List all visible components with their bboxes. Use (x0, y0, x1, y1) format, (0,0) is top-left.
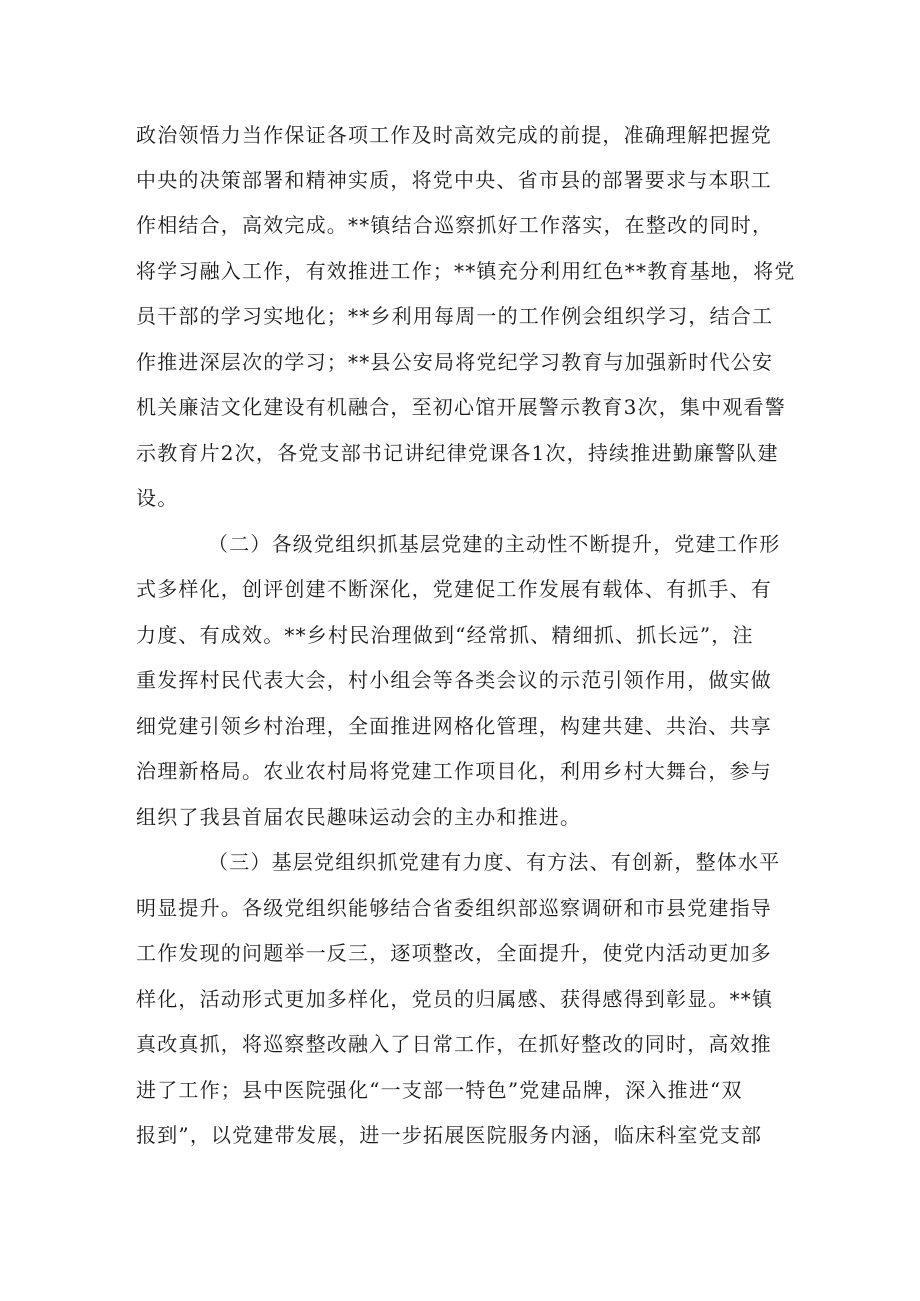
text-line: 将学习融入工作，有效推进工作；**镇充分利用红色**教育基地，将党 (136, 259, 796, 283)
text-line: 式多样化，创评创建不断深化，党建促工作发展有载体、有抓手、有 (136, 577, 772, 601)
text-line: 真改真抓，将巡察整改融入了日常工作，在抓好整改的同时，高效推 (136, 1032, 772, 1056)
section-heading-3: （三）基层党组织抓党建有力度、有方法、有创新，整体水平 (208, 850, 781, 874)
text-line: 员干部的学习实地化；**乡利用每周一的工作例会组织学习，结合工 (136, 304, 774, 328)
text-line: 进了工作；县中医院强化“一支部一特色”党建品牌，深入推进“双 (136, 1078, 743, 1102)
text-line: 作相结合，高效完成。**镇结合巡察抓好工作落实，在整改的同时， (136, 213, 774, 237)
text-line: 治理新格局。农业农村局将党建工作项目化，利用乡村大舞台，参与 (136, 759, 772, 783)
text-line: 中央的决策部署和精神实质，将党中央、省市县的部署要求与本职工 (136, 168, 772, 192)
text-line: 力度、有成效。**乡村民治理做到“经常抓、精细抓、抓长远”，注 (136, 623, 754, 647)
text-line: 组织了我县首届农民趣味运动会的主办和推进。 (136, 805, 582, 829)
section-heading-2: （二）各级党组织抓基层党建的主动性不断提升，党建工作形 (208, 532, 781, 556)
text-line: 政治领悟力当作保证各项工作及时高效完成的前提，准确理解把握党 (136, 123, 772, 147)
text-line: 作推进深层次的学习；**县公安局将党纪学习教育与加强新时代公安 (136, 350, 774, 374)
text-line: 工作发现的问题举一反三，逐项整改，全面提升，使党内活动更加多 (136, 941, 772, 965)
text-line: 报到”，以党建带发展，进一步拓展医院服务内涵，临床科室党支部 (136, 1123, 763, 1147)
text-line: 细党建引领乡村治理，全面推进网格化管理，构建共建、共治、共享 (136, 714, 772, 738)
text-line: 样化，活动形式更加多样化，党员的归属感、获得感得到彰显。**镇 (136, 987, 774, 1011)
text-line: 示教育片2次，各党支部书记讲纪律党课各1次，持续推进勤廉警队建 (136, 441, 779, 465)
text-line: 重发挥村民代表大会，村小组会等各类会议的示范引领作用，做实做 (136, 668, 772, 692)
text-line: 机关廉洁文化建设有机融合，至初心馆开展警示教育3次，集中观看警 (136, 395, 786, 419)
text-line: 明显提升。各级党组织能够结合省委组织部巡察调研和市县党建指导 (136, 896, 772, 920)
text-line: 设。 (136, 486, 179, 510)
